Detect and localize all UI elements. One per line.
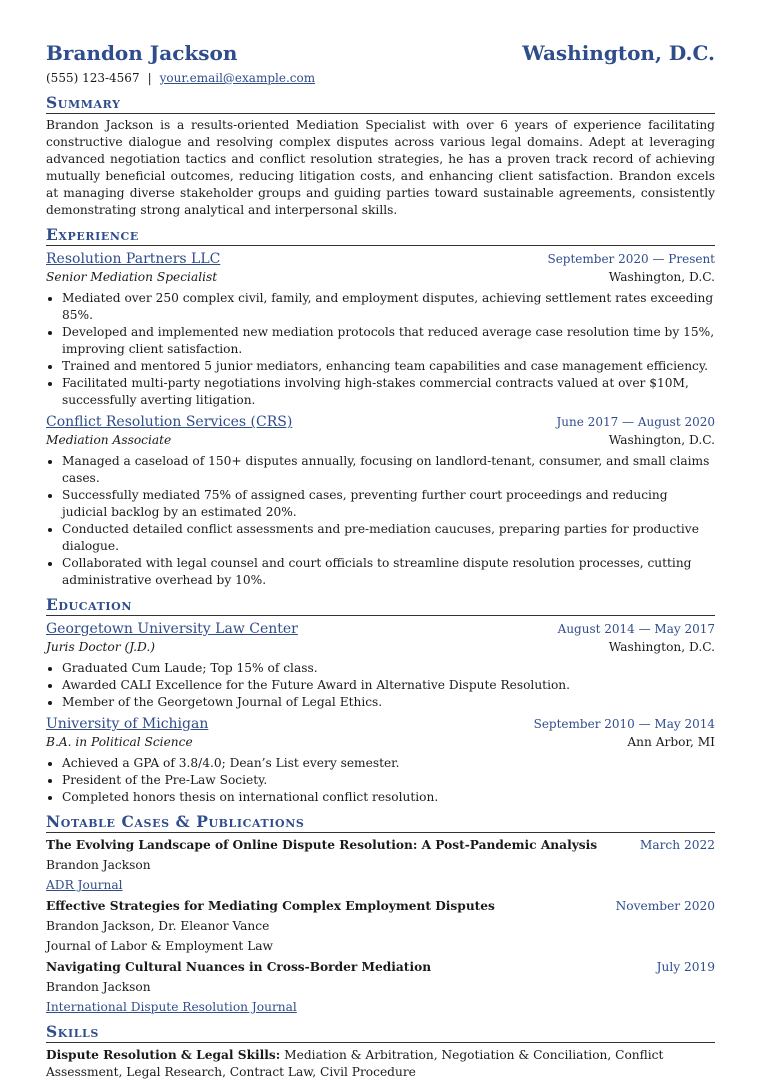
publication-authors: Brandon Jackson: [46, 858, 151, 872]
experience-entry: [46, 413, 715, 589]
entry-subheader-row: [46, 269, 715, 286]
entry-bullets: [46, 290, 715, 409]
entry-bullets: [46, 660, 715, 711]
bullet-item: • Mediated over 250 complex civil, family, and employment disputes, achieving settlement rates exceeding 85%.: [62, 290, 715, 324]
education-heading: Education: [46, 595, 715, 616]
entry-subheader-row: [46, 734, 715, 751]
entry-location: Ann Arbor, MI: [627, 735, 715, 749]
bullet-item: • Successfully mediated 75% of assigned cases, preventing further court proceedings and reducing judicial backlog by an estimated 20%.: [62, 487, 715, 521]
publication-title: Navigating Cultural Nuances in Cross-Border Mediation: [46, 960, 432, 974]
publication-venue: Journal of Labor & Employment Law: [46, 939, 273, 953]
entry-dates: September 2010 — May 2014: [533, 717, 715, 731]
entry-role: Juris Doctor (J.D.): [46, 640, 155, 654]
organization-link[interactable]: Georgetown University Law Center: [46, 621, 298, 637]
entry-location: Washington, D.C.: [608, 640, 715, 654]
entry-role: Senior Mediation Specialist: [46, 270, 218, 284]
bullet-item: • Facilitated multi-party negotiations involving high-stakes commercial contracts valued at over $10M, successfully averting litigation.: [62, 375, 715, 409]
summary-heading: Summary: [46, 93, 715, 114]
publication-header-row: [46, 898, 715, 915]
entry-header-row: [46, 620, 715, 639]
bullet-item: • Managed a caseload of 150+ disputes annually, focusing on landlord-tenant, consumer, and small claims cases.: [62, 453, 715, 487]
bullet-item: • Completed honors thesis on international conflict resolution.: [62, 789, 715, 806]
publication-venue[interactable]: International Dispute Resolution Journal: [46, 1000, 297, 1014]
bullet-item: • President of the Pre-Law Society.: [62, 772, 715, 789]
entry-role: Mediation Associate: [46, 433, 172, 447]
publications-list: [46, 837, 715, 1016]
publication-authors: Brandon Jackson, Dr. Eleanor Vance: [46, 919, 270, 933]
entry-header-row: [46, 250, 715, 269]
skills-line: [46, 1047, 715, 1081]
publication-header-row: [46, 837, 715, 854]
entry-bullets: [46, 453, 715, 589]
entry-bullets: [46, 755, 715, 806]
entry-dates: June 2017 — August 2020: [556, 415, 715, 429]
candidate-name: Brandon Jackson: [46, 41, 238, 65]
experience-list: [46, 250, 715, 589]
entry-header-row: [46, 715, 715, 734]
publication-date: March 2022: [639, 838, 715, 852]
entry-header-row: [46, 413, 715, 432]
organization-link[interactable]: University of Michigan: [46, 716, 209, 732]
education-entry: [46, 715, 715, 806]
contact-line: [46, 70, 715, 87]
skills-text: Mediation & Arbitration, Negotiation & Conciliation, Conflict Assessment, Legal Research, Contract Law, Civil Procedure: [46, 1048, 664, 1079]
publication-title: Effective Strategies for Mediating Complex Employment Disputes: [46, 899, 495, 913]
entry-subheader-row: [46, 432, 715, 449]
entry-dates: August 2014 — May 2017: [557, 622, 715, 636]
education-list: [46, 620, 715, 806]
education-entry: [46, 620, 715, 711]
bullet-item: • Graduated Cum Laude; Top 15% of class.: [62, 660, 715, 677]
publication-entry: [46, 837, 715, 894]
entry-subheader-row: [46, 639, 715, 656]
entry-role: B.A. in Political Science: [46, 735, 193, 749]
candidate-location: Washington, D.C.: [522, 41, 715, 65]
bullet-item: • Developed and implemented new mediation protocols that reduced average case resolution time by 15%, improving client satisfaction.: [62, 324, 715, 358]
publication-date: November 2020: [615, 899, 715, 913]
organization-link[interactable]: Resolution Partners LLC: [46, 251, 221, 267]
bullet-item: • Conducted detailed conflict assessments and pre-mediation caucuses, preparing parties for productive dialogue.: [62, 521, 715, 555]
organization-link[interactable]: Conflict Resolution Services (CRS): [46, 414, 293, 430]
publication-title: The Evolving Landscape of Online Dispute Resolution: A Post-Pandemic Analysis: [46, 838, 598, 852]
summary-text: Brandon Jackson is a results-oriented Mediation Specialist with over 6 years of experience facilitating constructive dialogue and resolving complex disputes across various legal domains. Adept at leveraging advanced negotiation tactics and conflict resolution strategies, he has a proven track record of achieving mutually beneficial outcomes, reducing litigation costs, and enhancing client satisfaction. Brandon excels at managing diverse stakeholder groups and guiding parties toward sustainable agreements, consistently demonstrating strong analytical and interpersonal skills.: [46, 118, 715, 217]
publication-entry: [46, 898, 715, 955]
email-link[interactable]: your.email@example.com: [159, 71, 316, 85]
experience-heading: Experience: [46, 225, 715, 246]
bullet-item: • Achieved a GPA of 3.8/4.0; Dean’s List every semester.: [62, 755, 715, 772]
publication-header-row: [46, 959, 715, 976]
publication-date: July 2019: [656, 960, 715, 974]
entry-location: Washington, D.C.: [608, 270, 715, 284]
skills-label: Dispute Resolution & Legal Skills:: [46, 1048, 281, 1062]
entry-location: Washington, D.C.: [608, 433, 715, 447]
experience-entry: [46, 250, 715, 409]
publication-authors: Brandon Jackson: [46, 980, 151, 994]
bullet-item: • Awarded CALI Excellence for the Future Award in Alternative Dispute Resolution.: [62, 677, 715, 694]
resume-header: [46, 40, 715, 66]
bullet-item: • Collaborated with legal counsel and court officials to streamline dispute resolution processes, cutting administrative overhead by 10%.: [62, 555, 715, 589]
publications-heading: Notable Cases & Publications: [46, 812, 715, 833]
bullet-item: • Trained and mentored 5 junior mediators, enhancing team capabilities and case management efficiency.: [62, 358, 715, 375]
skills-heading: Skills: [46, 1022, 715, 1043]
contact-separator: |: [147, 71, 152, 85]
bullet-item: • Member of the Georgetown Journal of Legal Ethics.: [62, 694, 715, 711]
phone-number: (555) 123-4567: [46, 71, 140, 85]
publication-venue[interactable]: ADR Journal: [46, 878, 123, 892]
entry-dates: September 2020 — Present: [547, 252, 715, 266]
publication-entry: [46, 959, 715, 1016]
